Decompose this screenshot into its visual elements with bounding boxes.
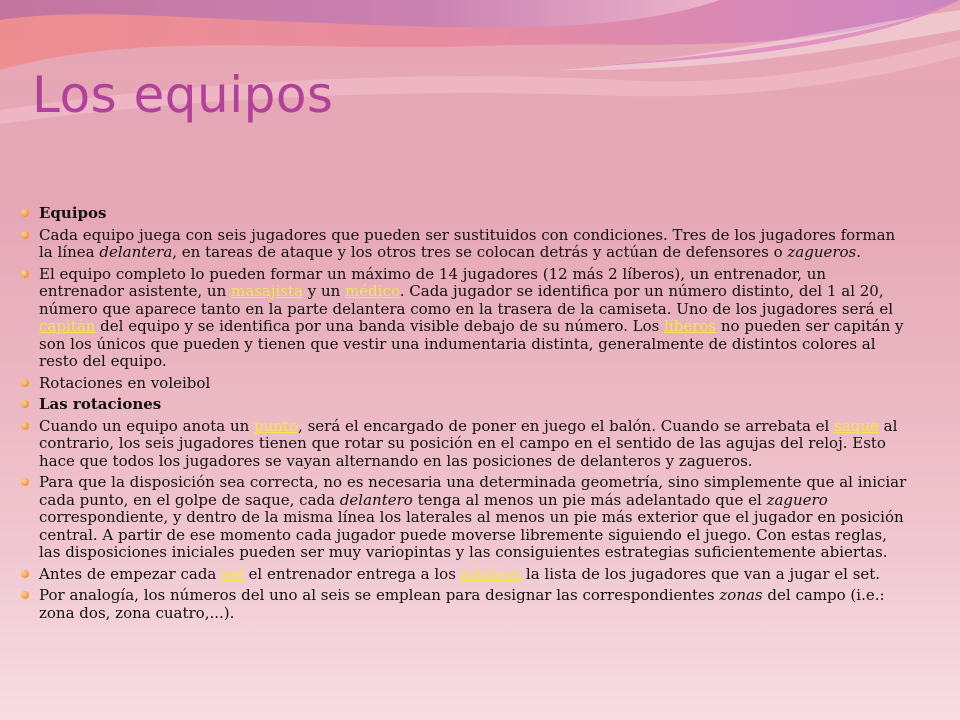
bullet-icon xyxy=(21,478,29,486)
list-item xyxy=(21,587,911,622)
item-text: el entrenador entrega a los xyxy=(243,564,461,583)
item-text: tenga al menos un pie más adelantado que el xyxy=(412,490,767,509)
bullet-icon xyxy=(21,422,29,430)
item-text: , será el encargado de poner en juego el balón. Cuando se arrebata el xyxy=(298,416,835,435)
link-masajista[interactable]: masajista xyxy=(231,282,303,300)
item-italic-term: delantero xyxy=(339,490,413,509)
link-liberos[interactable]: líberos xyxy=(664,317,717,335)
list-item xyxy=(21,205,911,223)
item-text: al contrario, los seis jugadores tienen que rotar su posición en el campo en el sentido de las agujas del reloj. Esto hace que todos los jugadores se vayan alternando en las posiciones de delanteros y zagueros. xyxy=(39,416,898,470)
item-text: Para que la disposición sea correcta, no es necesaria una determinada geometría, sino simplemente que al iniciar cada punto, en el golpe de saque, cada xyxy=(39,473,907,509)
bullet-icon xyxy=(21,379,29,387)
list-item xyxy=(21,396,911,414)
item-italic-term: zagueros xyxy=(787,243,857,261)
link-capitan[interactable]: capitán xyxy=(39,317,96,335)
list-item xyxy=(21,375,911,393)
list-item xyxy=(21,474,911,562)
list-item xyxy=(21,566,911,584)
item-heading: Las rotaciones xyxy=(39,395,162,413)
item-text: del campo (i.e.: zona dos, zona cuatro,...). xyxy=(39,586,885,622)
list-item xyxy=(21,266,911,371)
link-arbitros[interactable]: árbitros xyxy=(460,564,522,583)
item-text: no pueden ser capitán y son los únicos que pueden y tienen que vestir una indumentaria distinta, generalmente de distintos colores al resto del equipo. xyxy=(39,317,904,370)
bullet-list xyxy=(21,205,911,626)
item-text: la lista de los jugadores que van a jugar el set. xyxy=(521,564,881,583)
bullet-icon xyxy=(21,270,29,278)
list-item xyxy=(21,227,911,262)
item-text: El equipo completo lo pueden formar un máximo de 14 jugadores (12 más 2 líberos), un entrenador, un entrenador asistente, un xyxy=(39,264,827,300)
bullet-icon xyxy=(21,209,29,217)
item-text: Cuando un equipo anota un xyxy=(39,416,255,435)
item-text: Antes de empezar cada xyxy=(39,564,222,583)
item-text: correspondiente, y dentro de la misma línea los laterales al menos un pie más exterior que el jugador en posición central. A partir de ese momento cada jugador puede moverse libremente siguiendo el juego. Con estas reglas, las disposiciones iniciales pueden ser muy variopintas y las consiguientes estrategias suficientemente abiertas. xyxy=(39,508,904,561)
bullet-icon xyxy=(21,231,29,239)
item-heading: Equipos xyxy=(39,204,107,222)
item-text: Rotaciones en voleibol xyxy=(39,373,211,392)
item-text: Por analogía, los números del uno al seis se emplean para designar las correspondientes xyxy=(39,586,720,604)
link-punto[interactable]: punto xyxy=(254,416,299,435)
item-italic-term: delantera xyxy=(99,243,173,261)
link-medico[interactable]: médico xyxy=(345,282,400,300)
link-set[interactable]: set xyxy=(221,564,244,583)
item-text: , en tareas de ataque y los otros tres se colocan detrás y actúan de defensores o xyxy=(172,243,788,261)
item-italic-term: zaguero xyxy=(766,490,828,509)
item-text: del equipo y se identifica por una banda visible debajo de su número. Los xyxy=(95,317,665,335)
item-text: . xyxy=(856,243,862,261)
slide-title: Los equipos xyxy=(32,66,334,124)
item-text: Cada equipo juega con seis jugadores que pueden ser sustituidos con condiciones. Tres de los jugadores forman la línea xyxy=(39,225,896,261)
bullet-icon xyxy=(21,400,29,408)
bullet-icon xyxy=(21,591,29,599)
item-text: y un xyxy=(302,282,346,300)
list-item xyxy=(21,418,911,471)
link-saque[interactable]: saque xyxy=(834,416,879,435)
item-italic-term: zonas xyxy=(719,586,763,604)
item-text: . Cada jugador se identifica por un número distinto, del 1 al 20, número que aparece tanto en la parte delantera como en la trasera de la camiseta. Uno de los jugadores será el xyxy=(39,282,894,318)
bullet-icon xyxy=(21,570,29,578)
